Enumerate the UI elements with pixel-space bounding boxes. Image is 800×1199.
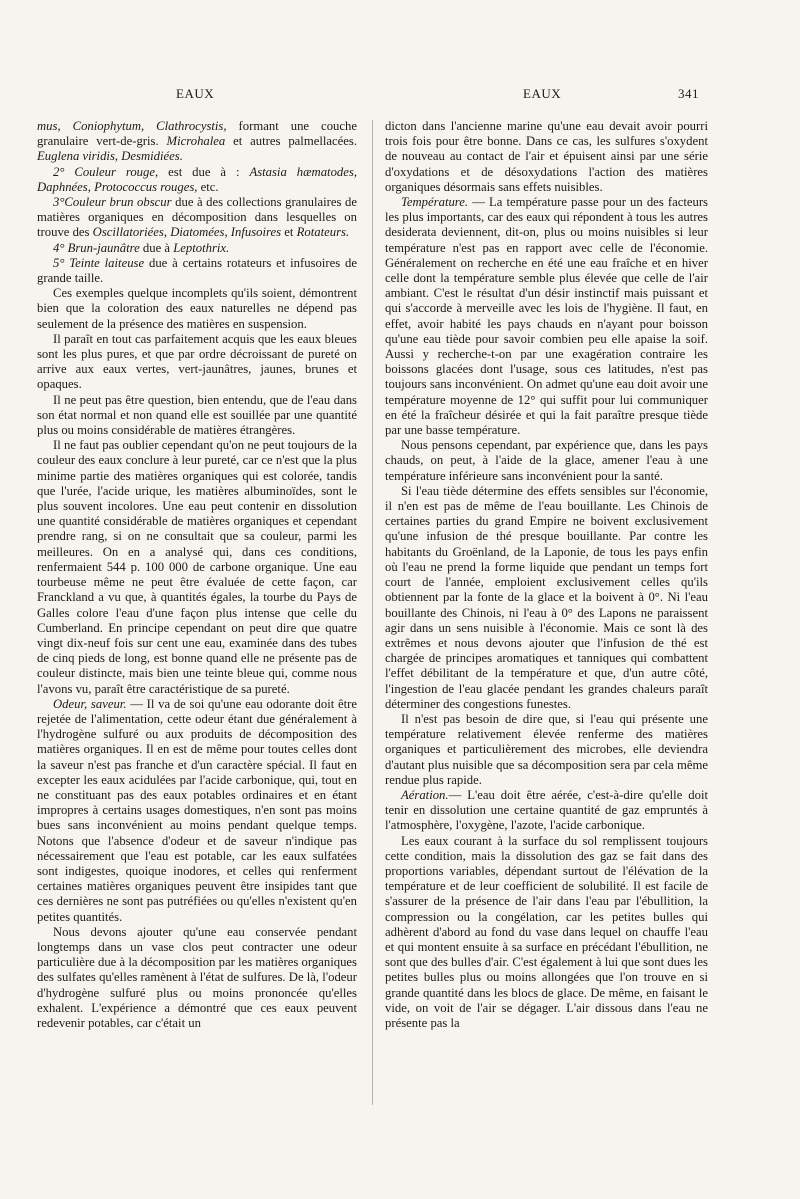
paragraph-temperature: Température. — La température passe pour un des facteurs les plus importants, car des eaux qui répondent à tous les autres desiderata deviennent, dit-on, plus ou moins nuisibles si leur température n'est pas en rapport avec celle de l'économie. Généralement on recherche en été une eau fraîche et en hiver celle dont la température semble plus élevée que celle de l'air ambiant. C'est le résultat d'un désir instinctif mais puissant et qui s'accorde à merveille avec les lois de l'hygiène. Il faut, en effet, avoir habité les pays chauds en n'ayant pour boisson qu'une eau tiède pour savoir combien peu elle apaise la soif. Aussi y recherche-t-on par une exagération contraire les boissons glacées dont l'usage, sous ces latitudes, n'est pas toujours sans inconvénient. On admet qu'une eau doit avoir une température moyenne de 12° qui suffit pour lui communiquer en été la fraîcheur désirée et qui la fait paraître presque tiède par une basse température. — [385, 195, 708, 438]
paragraph-algae: mus, Coniophytum, Clathrocystis, formant une couche granulaire vert-de-gris. Microhalea et autres palmellacées. Euglena viridis, Desmidiées. — [37, 119, 358, 164]
item-couleur-brun: 3°Couleur brun obscur due à des collections granulaires de matières organiques en décomposition dans lesquelles on trouve des Oscillatoriées, Diatomées, Infusoires et Rotateurs. — [37, 195, 357, 240]
running-header — [0, 86, 800, 106]
column-divider — [372, 120, 373, 1105]
paragraph-pays-chauds: Nous pensons cependant, par expérience que, dans les pays chauds, on peut, à l'aide de la glace, amener l'eau à une température inférieure sans inconvénient pour la santé. — [385, 438, 708, 483]
left-running-title: EAUX — [176, 86, 215, 101]
left-column — [37, 119, 357, 1031]
paragraph-couleur-purete: Il ne faut pas oublier cependant qu'on ne peut toujours de la couleur des eaux conclure à leur pureté, car ce n'est que la plus minime partie des matières organiques qui est colorée, tandis que l'urée, l'acide urique, les matières albuminoïdes, sont le plus souvent incolores. Une eau peut contenir en dissolution une quantité considérable de matières organiques et cependant prendre rang, si on ne consultait que sa couleur, parmi les meilleures. On en a analysé qui, dans ces conditions, renfermaient 544 p. 100 000 de carbone organique. Une eau tourbeuse même ne peut être évaluée de cette façon, car Franckland a vu que, à quantités égales, la tourbe du Pays de Galles colore l'eau d'une façon plus intense que celle du Cumberland. En principe cependant on peut dire que quatre vingt dix-neuf fois sur cent une eau, examinée dans des tubes de cinq pieds de long, est bonne quand elle ne présente pas de couleur distincte, mais bien une teinte bleue qui, comme nous l'avons vu, paraît être caractéristique de sa pureté. — [37, 438, 357, 696]
right-running-title: EAUX — [523, 86, 562, 101]
paragraph-exemples: Ces exemples quelque incomplets qu'ils soient, démontrent bien que la coloration des eaux naturelles ne dépend pas seulement de la présence des matières en suspension. — [37, 286, 357, 331]
paragraph-microbes: Il n'est pas besoin de dire que, si l'eau qui présente une température relativement élevée renferme des matières organiques et particulièrement des microbes, elle deviendra d'autant plus nuisible que sa décomposition sera par cela même rendue plus rapide. — [385, 711, 708, 787]
paragraph-dicton: dicton dans l'ancienne marine qu'une eau devait avoir pourri trois fois pour être bonne. Dans ce cas, les sulfures s'oxydent de nouveau au contact de l'air et épuisent ainsi par une série d'oxydations et de désoxydations l'action des matières organiques désormais sans effets nuisibles. — [385, 119, 708, 194]
paragraph-vase-clos: Nous devons ajouter qu'une eau conservée pendant longtemps dans un vase clos peut contracter une odeur particulière due à la décomposition par les matières organiques des sulfates qu'elles ramènent à l'état de sulfures. De là, l'odeur d'hydrogène sulfuré plus ou moins prononcée qu'elles exhalent. L'expérience a démontré que ces eaux peuvent redevenir potables, car c'était un — [37, 924, 357, 1030]
item-brun-jaunatre: 4° Brun-jaunâtre due à Leptothrix. — [53, 240, 230, 255]
paragraph-eaux-courant: Les eaux courant à la surface du sol remplissent toujours cette condition, mais la dissolution des gaz se fait dans des proportions variables, dépendant surtout de l'élévation de la température et de leur coefficient de solubilité. Il est facile de s'assurer de la présence de l'air dans l'eau par l'ébullition, la compression ou la congélation, car les petites bulles qui adhèrent d'abord au fond du vase dans lequel on chauffe l'eau et qui montent ensuite à sa surface en précédant l'ébullition, ne sont que des bulles d'air. C'est également à lui que sont dues les petites bulles plus ou moins allongées que l'on trouve en si grande quantité dans les blocs de glace. De même, en faisant le vide, on voit de l'air se dégager. L'air dissous dans l'eau ne présente pas la — [385, 833, 708, 1030]
paragraph-eaux-bleues: Il paraît en tout cas parfaitement acquis que les eaux bleues sont les plus pures, et que par ordre décroissant de pureté on arrive aux eaux vertes, vert-jaunâtres, jaunes, brunes et opaques. — [37, 331, 357, 392]
paragraph-etat-normal: Il ne peut pas être question, bien entendu, que de l'eau dans son état normal et non quand elle est souillée par une quantité plus ou moins considérable de matières étrangères. — [37, 392, 357, 438]
paragraph-aeration: Aération.— L'eau doit être aérée, c'est-à-dire qu'elle doit tenir en dissolution une certaine quantité de gaz empruntés à l'atmosphère, l'oxygène, l'azote, l'acide carbonique. — [385, 787, 708, 833]
paragraph-eau-bouillante: Si l'eau tiède détermine des effets sensibles sur l'économie, il n'en est pas de même de l'eau bouillante. Les Chinois de certaines parties du grand Empire ne boivent exclusivement qu'une infusion de thé presque bouillante. Par contre les habitants du Groënland, de la Laponie, de tous les pays enfin où l'eau ne prend la forme liquide que pendant un temps fort court de l'année, emploient exclusivement celles qu'ils obtiennent par la fonte de la glace et la boivent à 0°. Ni l'eau bouillante des Chinois, ni l'eau à 0° des Lapons ne paraissent agir dans un sens nuisible à l'économie. Mais ce sont là des extrêmes et nous devons ajouter que l'infusion de thé est chargée de principes aromatiques et tanniques qui combattent l'effet débilitant de la température et que, d'un autre côté, l'ingestion de l'eau glacée pendant les grandes chaleurs paraît déterminer des congestions funestes. — [385, 483, 708, 711]
page-number: 341 — [678, 86, 699, 101]
paragraph-odeur-saveur: Odeur, saveur. — Il va de soi qu'une eau odorante doit être rejetée de l'alimentation, cette odeur étant due généralement à l'hydrogène sulfuré ou aux produits de décomposition des matières organiques. Il en est de même pour toutes celles dont la saveur n'est pas franche et d'un caractère spécial. Il faut en excepter les eaux acidulées par l'acide carbonique, qui, tout en ne constituant pas des eaux potables ordinaires et en étant impropres à certains usages domestiques, n'en sont pas moins bues sans inconvénient au moins pendant quelque temps. Notons que l'absence d'odeur et de saveur n'indique pas nécessairement que l'eau est potable, car les eaux sulfatées sont indigestes, quoique inodores, et celles qui renferment certaines matières organiques peuvent être insipides tant que ces dernières ne sont pas putréfiées ou qu'elles n'existent qu'en petites quantités. — [37, 696, 357, 924]
right-column — [385, 119, 708, 1031]
item-couleur-rouge: 2° Couleur rouge, est due à : Astasia hæmatodes, Daphnées, Protococcus rouges, etc. — [37, 164, 357, 194]
item-teinte-laiteuse: 5° Teinte laiteuse due à certains rotateurs et infusoires de grande taille. — [37, 255, 357, 286]
